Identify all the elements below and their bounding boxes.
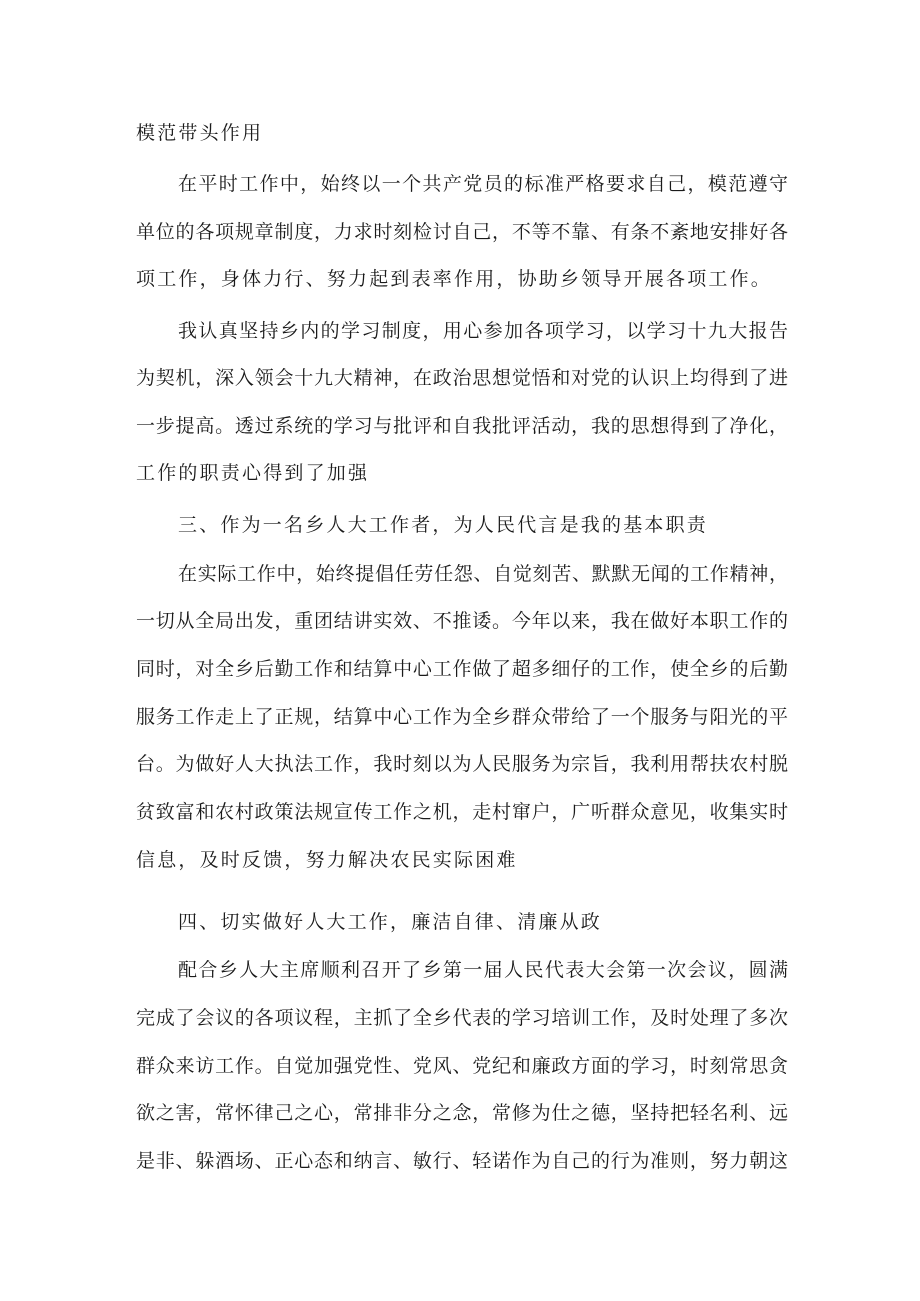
text-line: 贫致富和农村政策法规宣传工作之机，走村窜户，广听群众意见，收集实时 <box>136 801 788 823</box>
section-heading: 四、切实做好人大工作，廉洁自律、清廉从政 <box>178 911 603 933</box>
text-line: 群众来访工作。自觉加强党性、党风、党纪和廉政方面的学习，时刻常思贪 <box>136 1055 788 1077</box>
text-line: 模范带头作用 <box>136 122 264 144</box>
text-line: 工作的职责心得到了加强 <box>136 462 370 484</box>
text-line: 为契机，深入领会十九大精神，在政治思想觉悟和对党的认识上均得到了进 <box>136 367 788 389</box>
paragraph-line: 配合乡人大主席顺利召开了乡第一届人民代表大会第一次会议，圆满 <box>178 959 788 981</box>
text-line: 项工作，身体力行、努力起到表率作用，协助乡领导开展各项工作。 <box>136 268 773 290</box>
section-heading: 三、作为一名乡人大工作者，为人民代言是我的基本职责 <box>178 514 709 536</box>
paragraph-line: 我认真坚持乡内的学习制度，用心参加各项学习，以学习十九大报告 <box>178 320 788 342</box>
text-line: 同时，对全乡后勤工作和结算中心工作做了超多细仔的工作，使全乡的后勤 <box>136 658 788 680</box>
paragraph-line: 在平时工作中，始终以一个共产党员的标准严格要求自己，模范遵守 <box>178 173 788 195</box>
text-line: 完成了会议的各项议程，主抓了全乡代表的学习培训工作，及时处理了多次 <box>136 1007 788 1029</box>
text-line: 欲之害，常怀律己之心，常排非分之念，常修为仕之德，坚持把轻名利、远 <box>136 1102 788 1124</box>
text-line: 信息，及时反馈，努力解决农民实际困难 <box>136 849 518 871</box>
text-line: 服务工作走上了正规，结算中心工作为全乡群众带给了一个服务与阳光的平 <box>136 706 788 728</box>
text-line: 一切从全局出发，重团结讲实效、不推诿。今年以来，我在做好本职工作的 <box>136 610 788 632</box>
text-line: 一步提高。透过系统的学习与批评和自我批评活动，我的思想得到了净化， <box>136 415 788 437</box>
text-line: 单位的各项规章制度，力求时刻检讨自己，不等不靠、有条不紊地安排好各 <box>136 221 788 243</box>
text-line: 是非、躲酒场、正心态和纳言、敏行、轻诺作为自己的行为准则，努力朝这 <box>136 1150 788 1172</box>
text-line: 台。为做好人大执法工作，我时刻以为人民服务为宗旨，我利用帮扶农村脱 <box>136 753 788 775</box>
paragraph-line: 在实际工作中，始终提倡任劳任怨、自觉刻苦、默默无闻的工作精神， <box>178 563 788 585</box>
